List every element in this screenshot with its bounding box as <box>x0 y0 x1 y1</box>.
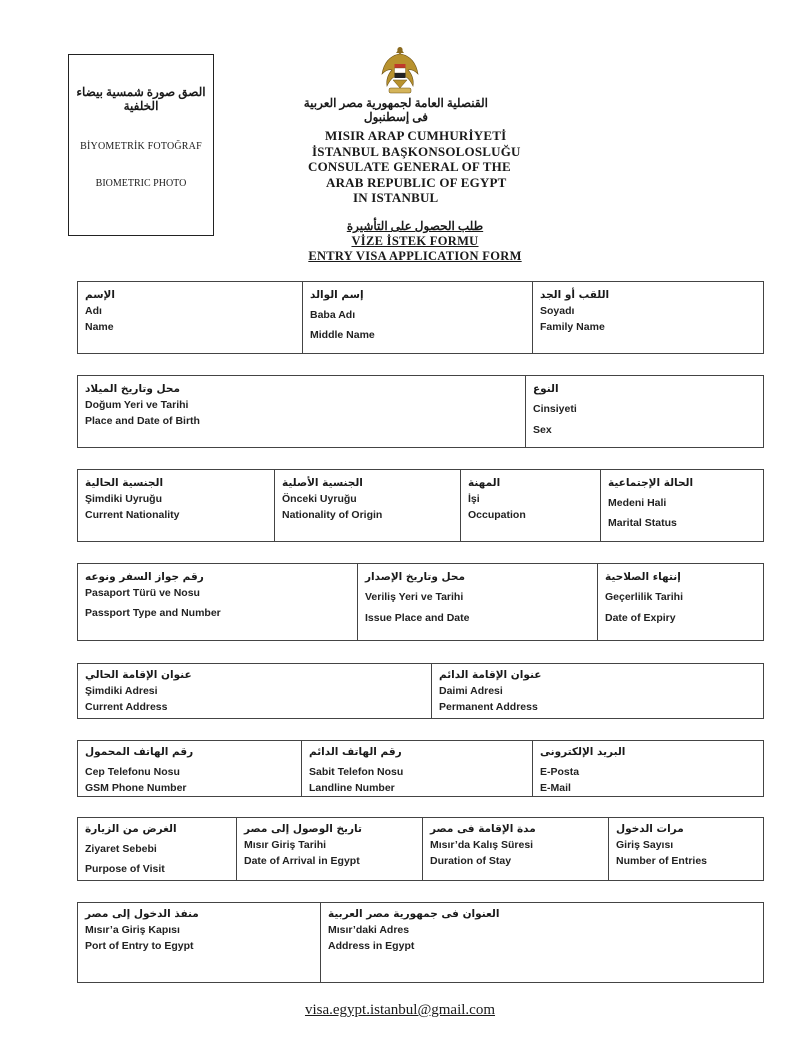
expiry-date-field[interactable] <box>598 564 764 641</box>
origin-nationality-label-ar: الجنسية الأصلية <box>282 477 363 489</box>
name-label-ar: الإسم <box>85 289 115 301</box>
expiry-label-ar: إنتهاء الصلاحية <box>605 571 681 583</box>
passport-label-tr: Pasaport Türü ve Nosu <box>85 587 200 599</box>
issue-label-ar: محل وتاريخ الإصدار <box>365 571 465 583</box>
footer-email-link[interactable]: visa.egypt.istanbul@gmail.com <box>304 1002 496 1018</box>
form-row-passport <box>77 563 764 641</box>
port-of-entry-field[interactable] <box>78 903 321 983</box>
email-label-en: E-Mail <box>540 782 571 794</box>
egypt-address-label-en: Address in Egypt <box>328 940 415 952</box>
photo-label-ar: الصق صورة شمسية بيضاء الخلفية <box>76 85 206 113</box>
form-row-visit <box>77 817 764 881</box>
footer <box>0 1002 800 1019</box>
duration-label-en: Duration of Stay <box>430 855 512 867</box>
header-tr-line2: İSTANBUL BAŞKONSOLOSLUĞU <box>312 144 521 159</box>
header-ar-line2: فى إسطنبول <box>363 110 428 124</box>
form-title <box>300 218 530 264</box>
birth-label-en: Place and Date of Birth <box>85 415 200 427</box>
gsm-label-tr: Cep Telefonu Nosu <box>85 766 180 778</box>
current-address-label-en: Current Address <box>85 701 168 713</box>
current-nationality-field[interactable] <box>78 470 275 542</box>
marital-label-tr: Medeni Hali <box>608 497 667 509</box>
name-field[interactable] <box>78 282 303 354</box>
form-title-en: ENTRY VISA APPLICATION FORM <box>308 249 522 263</box>
header-tr-line1: MISIR ARAP CUMHURİYETİ <box>325 128 507 143</box>
permanent-address-label-tr: Daimi Adresi <box>439 685 503 697</box>
issue-label-en: Issue Place and Date <box>365 612 470 624</box>
form-row-entry <box>77 902 764 983</box>
duration-field[interactable] <box>423 818 609 881</box>
sex-label-tr: Cinsiyeti <box>533 403 577 415</box>
middle-name-label-ar: إسم الوالد <box>310 289 364 301</box>
arrival-label-tr: Mısır Giriş Tarihi <box>244 839 327 851</box>
origin-nationality-label-en: Nationality of Origin <box>282 509 383 521</box>
occupation-label-ar: المهنة <box>468 477 501 489</box>
gsm-phone-field[interactable] <box>78 741 302 797</box>
middle-name-field[interactable] <box>303 282 533 354</box>
arrival-date-field[interactable] <box>237 818 423 881</box>
photo-label-en: BIOMETRIC PHOTO <box>95 178 187 189</box>
occupation-label-tr: İşi <box>468 493 480 505</box>
permanent-address-field[interactable] <box>432 664 764 719</box>
expiry-label-en: Date of Expiry <box>605 612 676 624</box>
family-name-field[interactable] <box>533 282 764 354</box>
entries-field[interactable] <box>609 818 764 881</box>
arrival-label-en: Date of Arrival in Egypt <box>244 855 360 867</box>
photo-placeholder <box>68 54 214 236</box>
current-address-label-tr: Şimdiki Adresi <box>85 685 158 697</box>
form-row-nationality <box>77 469 764 542</box>
origin-nationality-label-tr: Önceki Uyruğu <box>282 493 357 505</box>
expiry-label-tr: Geçerlilik Tarihi <box>605 591 684 603</box>
passport-field[interactable] <box>78 564 358 641</box>
name-label-en: Name <box>85 321 114 333</box>
duration-label-ar: مدة الإقامة فى مصر <box>430 823 536 835</box>
entries-label-ar: مرات الدخول <box>616 823 684 835</box>
port-label-ar: منفذ الدخول إلى مصر <box>85 908 199 920</box>
sex-field[interactable] <box>526 376 764 448</box>
birth-label-tr: Doğum Yeri ve Tarihi <box>85 399 189 411</box>
gsm-label-ar: رقم الهاتف المحمول <box>85 746 194 758</box>
passport-label-en: Passport Type and Number <box>85 607 221 619</box>
duration-label-tr: Mısır’da Kalış Süresi <box>430 839 534 851</box>
current-nationality-label-ar: الجنسية الحالية <box>85 477 164 489</box>
issue-label-tr: Veriliş Yeri ve Tarihi <box>365 591 464 603</box>
landline-label-tr: Sabit Telefon Nosu <box>309 766 404 778</box>
middle-name-label-en: Middle Name <box>310 329 375 341</box>
issue-place-date-field[interactable] <box>358 564 598 641</box>
birth-label-ar: محل وتاريخ الميلاد <box>85 383 180 395</box>
landline-phone-field[interactable] <box>302 741 533 797</box>
family-name-label-ar: اللقب أو الجد <box>540 289 610 301</box>
form-row-addresses <box>77 663 764 719</box>
landline-label-ar: رقم الهاتف الدائم <box>309 746 402 758</box>
landline-label-en: Landline Number <box>309 782 395 794</box>
form-row-contacts <box>77 740 764 797</box>
header-en-line2: ARAB REPUBLIC OF EGYPT <box>326 175 507 190</box>
header-en-line3: IN ISTANBUL <box>353 190 439 205</box>
name-label-tr: Adı <box>85 305 102 317</box>
sex-label-en: Sex <box>533 424 552 436</box>
family-name-label-tr: Soyadı <box>540 305 575 317</box>
form-title-tr: VİZE İSTEK FORMU <box>351 234 479 248</box>
passport-label-ar: رقم جواز السفر ونوعه <box>85 571 204 583</box>
header-en-line1: CONSULATE GENERAL OF THE <box>308 159 511 174</box>
marital-status-field[interactable] <box>601 470 764 542</box>
current-address-label-ar: عنوان الإقامة الحالي <box>85 669 192 681</box>
occupation-field[interactable] <box>461 470 601 542</box>
purpose-field[interactable] <box>78 818 237 881</box>
current-address-field[interactable] <box>78 664 432 719</box>
current-nationality-label-tr: Şimdiki Uyruğu <box>85 493 163 505</box>
email-label-tr: E-Posta <box>540 766 580 778</box>
egypt-address-label-tr: Mısır’daki Adres <box>328 924 410 936</box>
sex-label-ar: النوع <box>533 383 559 395</box>
eagle-emblem-icon <box>380 44 420 96</box>
form-row-names <box>77 281 764 354</box>
birth-field[interactable] <box>78 376 526 448</box>
gsm-label-en: GSM Phone Number <box>85 782 187 794</box>
port-label-tr: Mısır’a Giriş Kapısı <box>85 924 180 936</box>
entries-label-tr: Giriş Sayısı <box>616 839 674 851</box>
entries-label-en: Number of Entries <box>616 855 708 867</box>
family-name-label-en: Family Name <box>540 321 605 333</box>
egypt-address-label-ar: العنوان فى جمهورية مصر العربية <box>328 908 500 920</box>
marital-label-en: Marital Status <box>608 517 677 529</box>
header-ar-line1: القنصلية العامة لجمهورية مصر العربية <box>303 96 488 110</box>
occupation-label-en: Occupation <box>468 509 526 521</box>
form-row-birth <box>77 375 764 448</box>
purpose-label-ar: الغرض من الزيارة <box>85 823 177 835</box>
purpose-label-en: Purpose of Visit <box>85 863 165 875</box>
origin-nationality-field[interactable] <box>275 470 461 542</box>
purpose-label-tr: Ziyaret Sebebi <box>85 843 157 855</box>
current-nationality-label-en: Current Nationality <box>85 509 180 521</box>
form-title-ar: طلب الحصول على التأشيرة <box>346 219 484 233</box>
middle-name-label-tr: Baba Adı <box>310 309 356 321</box>
arrival-label-ar: تاريخ الوصول إلى مصر <box>244 823 362 835</box>
port-label-en: Port of Entry to Egypt <box>85 940 194 952</box>
egypt-address-field[interactable] <box>321 903 764 983</box>
email-label-ar: البريد الإلكترونى <box>540 746 626 758</box>
photo-label-tr: BİYOMETRİK FOTOĞRAF <box>80 141 202 152</box>
marital-label-ar: الحالة الإجتماعية <box>608 477 694 489</box>
permanent-address-label-en: Permanent Address <box>439 701 538 713</box>
permanent-address-label-ar: عنوان الإقامة الدائم <box>439 669 542 681</box>
email-field[interactable] <box>533 741 764 797</box>
